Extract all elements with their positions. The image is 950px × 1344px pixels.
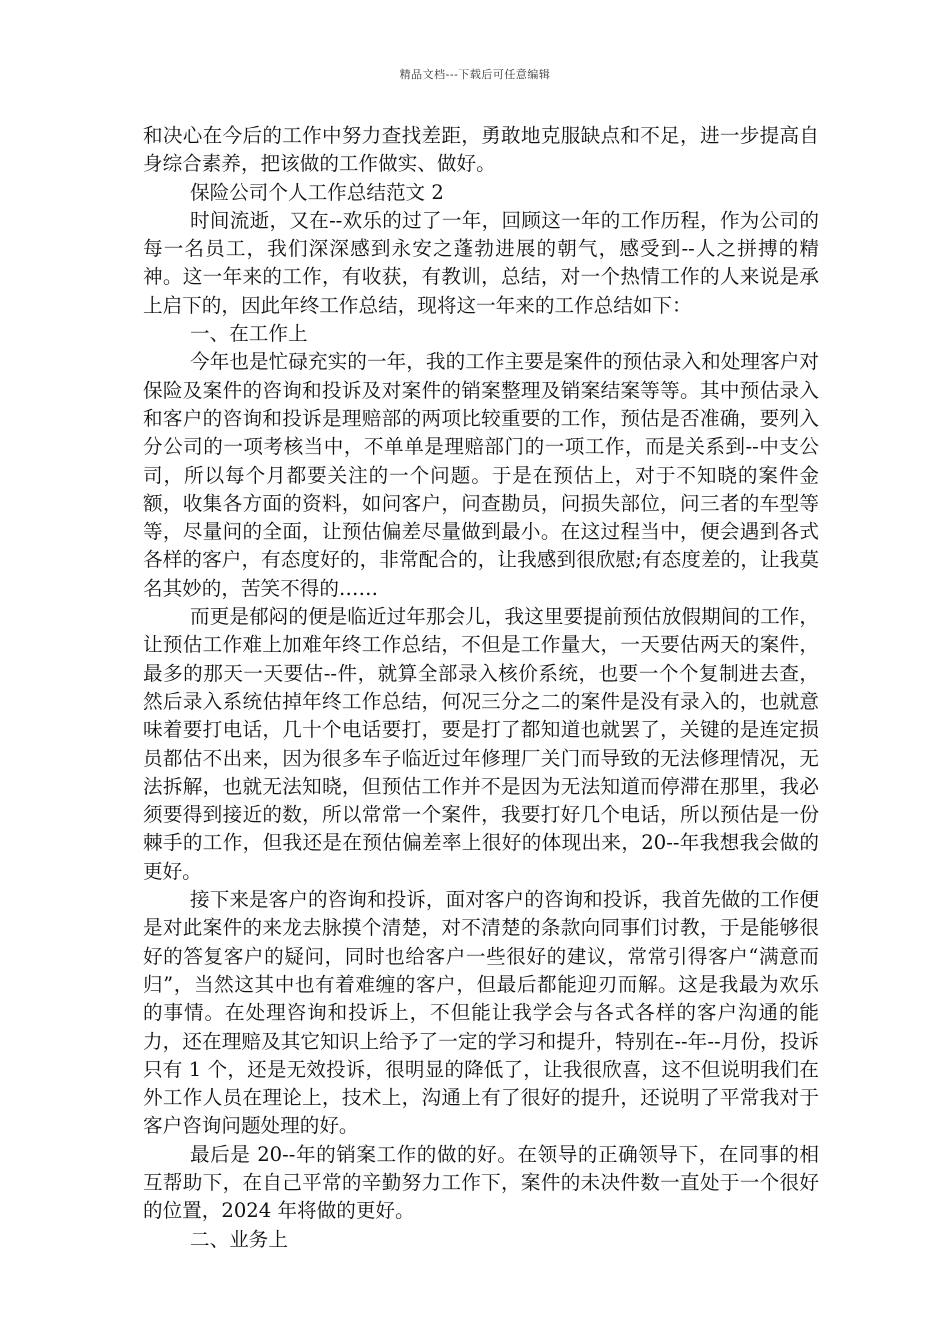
section-heading-work: 一、在工作上 (190, 322, 308, 346)
paragraph-intro: 时间流逝，又在--欢乐的过了一年，回顾这一年的工作历程，作为公司的每一名员工，我们深深感到永安之蓬勃进展的朝气，感受到--人之拼搏的精神。这一年来的工作，有收获，有教训，总结，对一个热情工作的人来说是承上启下的，因此年终工作总结，现将这一年来的工作总结如下： (143, 208, 819, 317)
page-header: 精品文档---下载后可任意编辑 (399, 68, 551, 81)
paragraph-year-end: 而更是郁闷的便是临近过年那会儿，我这里要提前预估放假期间的工作，让预估工作难上加难年终工作总结，不但是工作量大，一天要估两天的案件，最多的那天一天要估--件，就算全部录入核价系统，也要一个个复制进去查，然后录入系统估掉年终工作总结，何况三分之二的案件是没有录入的，也就意味着要打电话，几十个电话要打，要是打了都知道也就罢了，关键的是连定损员都估不出来，因为很多车子临近过年修理厂关门而导致的无法修理情况，无法拆解，也就无法知晓，但预估工作并不是因为无法知道而停滞在那里，我必须要得到接近的数，所以常常一个案件，我要打好几个电话，所以预估是一份棘手的工作，但我还是在预估偏差率上很好的体现出来，20--年我想我会做的更好。 (143, 605, 819, 883)
paragraph-work-summary: 今年也是忙碌充实的一年，我的工作主要是案件的预估录入和处理客户对保险及案件的咨询和投诉及对案件的销案整理及销案结案等等。其中预估录入和客户的咨询和投诉是理赔部的两项比较重要的工作，预估是否准确，要列入分公司的一项考核当中，不单单是理赔部门的一项工作，而是关系到--中支公司，所以每个月都要关注的一个问题。于是在预估上，对于不知晓的案件金额，收集各方面的资料，如问客户，问查勘员，问损失部位，问三者的车型等等，尽量问的全面，让预估偏差尽量做到最小。在这过程当中，便会遇到各式各样的客户，有态度好的，非常配合的，让我感到很欣慰;有态度差的，让我莫名其妙的，苦笑不得的…… (143, 350, 819, 600)
paragraph-closing-cases: 最后是 20--年的销案工作的做的好。在领导的正确领导下，在同事的相互帮助下，在自己平常的辛勤努力工作下，案件的未决件数一直处于一个很好的位置，2024 年将做的更好。 (143, 1142, 819, 1223)
section-heading-business: 二、业务上 (190, 1227, 288, 1251)
document-body (143, 122, 819, 1254)
paragraph-continuation: 和决心在今后的工作中努力查找差距，勇敢地克服缺点和不足，进一步提高自身综合素养，把该做的工作做实、做好。 (143, 124, 819, 176)
section-title: 保险公司个人工作总结范文 2 (190, 180, 444, 204)
paragraph-customer-inquiry: 接下来是客户的咨询和投诉，面对客户的咨询和投诉，我首先做的工作便是对此案件的来龙去脉摸个清楚，对不清楚的条款向同事们讨教，于是能够很好的答复客户的疑问，同时也给客户一些很好的建议，常常引得客户“满意而归”，当然这其中也有着难缠的客户，但最后都能迎刃而解。这是我最为欢乐的事情。在处理咨询和投诉上，不但能让我学会与各式各样的客户沟通的能力，还在理赔及其它知识上给予了一定的学习和提升，特别在--年--月份，投诉只有 1 个，还是无效投诉，很明显的降低了，让我很欣喜，这不但说明我们在外工作人员在理论上，技术上，沟通上有了很好的提升，还说明了平常我对于客户咨询问题处理的好。 (143, 888, 819, 1138)
